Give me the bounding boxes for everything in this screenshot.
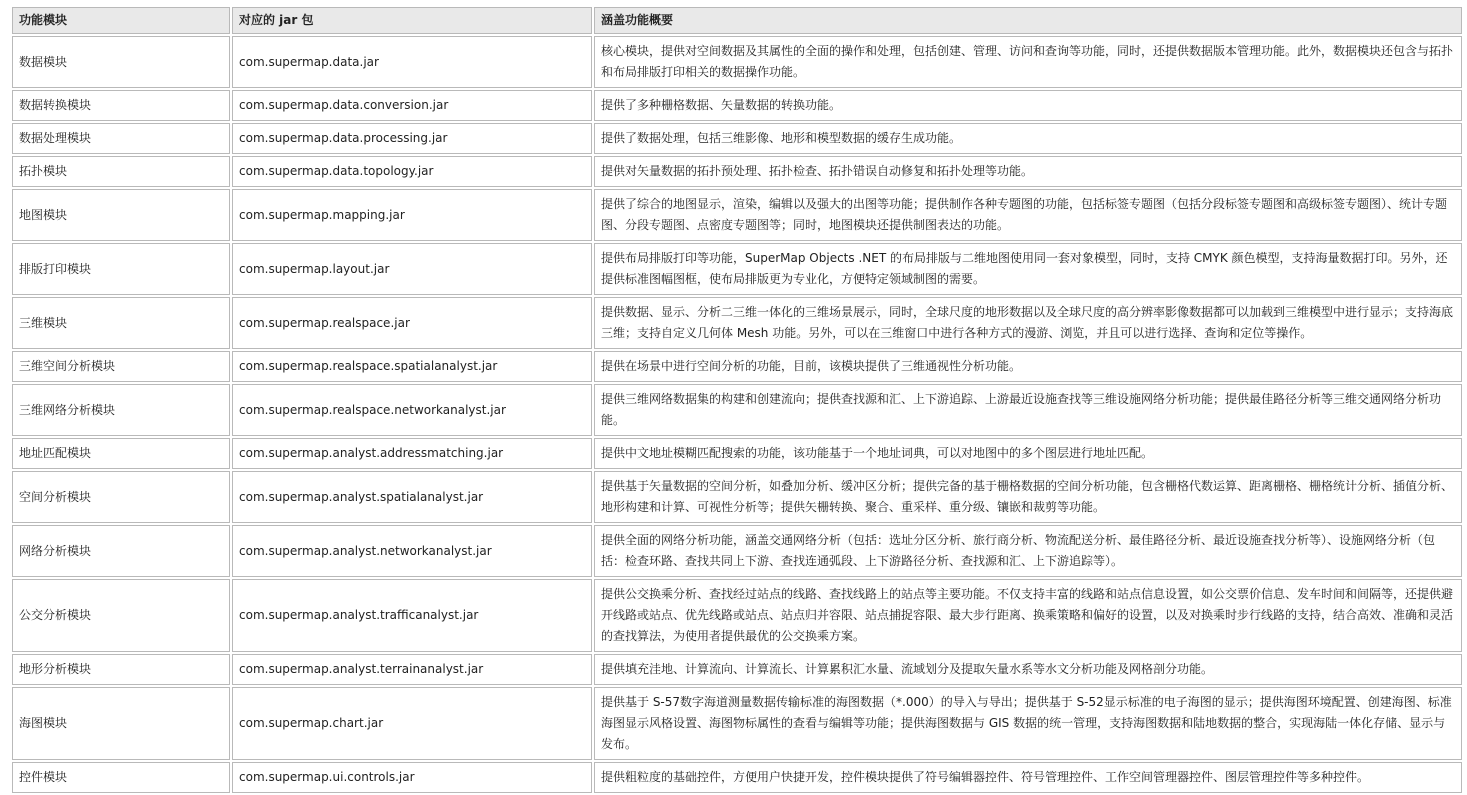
description-cell: 提供基于 S-57数字海道测量数据传输标准的海图数据（*.000）的导入与导出；提供基于 S-52显示标准的电子海图的显示；提供海图环境配置、创建海图、标准海图显示风格设置、海图物标属性的查看与编辑等功能；提供海图数据与 GIS 数据的统一管理，支持海图数据和陆地数据的整合，实现海陆一体化存储、显示与发布。	[594, 687, 1462, 760]
description-cell: 提供基于矢量数据的空间分析，如叠加分析、缓冲区分析；提供完备的基于栅格数据的空间分析功能，包含栅格代数运算、距离栅格、栅格统计分析、插值分析、地形构建和计算、可视性分析等；提供矢栅转换、聚合、重采样、重分级、镶嵌和裁剪等功能。	[594, 471, 1462, 523]
module-name-cell: 三维空间分析模块	[12, 351, 230, 382]
module-name-cell: 拓扑模块	[12, 156, 230, 187]
module-name-cell: 三维模块	[12, 297, 230, 349]
description-cell: 提供布局排版打印等功能，SuperMap Objects .NET 的布局排版与二维地图使用同一套对象模型，同时，支持 CMYK 颜色模型，支持海量数据打印。另外，还提供标准图幅图框，使布局排版更为专业化，方便特定领域制图的需要。	[594, 243, 1462, 295]
table-row	[12, 471, 1462, 523]
jar-package-cell: com.supermap.analyst.spatialanalyst.jar	[232, 471, 592, 523]
table-row	[12, 525, 1462, 577]
table-row	[12, 90, 1462, 121]
table-row	[12, 654, 1462, 685]
description-cell: 提供数据、显示、分析二三维一体化的三维场景展示，同时，全球尺度的地形数据以及全球尺度的高分辨率影像数据都可以加载到三维模型中进行显示；支持海底三维；支持自定义几何体 Mesh 功能。另外，可以在三维窗口中进行各种方式的漫游、浏览，并且可以进行选择、查询和定位等操作。	[594, 297, 1462, 349]
module-table-container	[10, 5, 1464, 795]
table-row	[12, 123, 1462, 154]
description-cell: 提供在场景中进行空间分析的功能，目前，该模块提供了三维通视性分析功能。	[594, 351, 1462, 382]
description-cell: 提供了多种栅格数据、矢量数据的转换功能。	[594, 90, 1462, 121]
module-name-cell: 空间分析模块	[12, 471, 230, 523]
jar-package-cell: com.supermap.ui.controls.jar	[232, 762, 592, 793]
description-cell: 核心模块，提供对空间数据及其属性的全面的操作和处理，包括创建、管理、访问和查询等功能，同时，还提供数据版本管理功能。此外，数据模块还包含与拓扑和布局排版打印相关的数据操作功能。	[594, 36, 1462, 88]
table-row	[12, 189, 1462, 241]
module-name-cell: 地形分析模块	[12, 654, 230, 685]
jar-package-cell: com.supermap.chart.jar	[232, 687, 592, 760]
description-cell: 提供填充洼地、计算流向、计算流长、计算累积汇水量、流域划分及提取矢量水系等水文分析功能及网格剖分功能。	[594, 654, 1462, 685]
jar-package-cell: com.supermap.layout.jar	[232, 243, 592, 295]
table-row	[12, 243, 1462, 295]
description-cell: 提供中文地址模糊匹配搜索的功能，该功能基于一个地址词典，可以对地图中的多个图层进行地址匹配。	[594, 438, 1462, 469]
module-name-cell: 控件模块	[12, 762, 230, 793]
module-name-cell: 数据转换模块	[12, 90, 230, 121]
table-row	[12, 156, 1462, 187]
jar-package-cell: com.supermap.realspace.spatialanalyst.jar	[232, 351, 592, 382]
module-name-cell: 数据模块	[12, 36, 230, 88]
jar-package-cell: com.supermap.mapping.jar	[232, 189, 592, 241]
header-module: 功能模块	[12, 7, 230, 34]
module-name-cell: 地图模块	[12, 189, 230, 241]
description-cell: 提供了数据处理，包括三维影像、地形和模型数据的缓存生成功能。	[594, 123, 1462, 154]
table-row	[12, 762, 1462, 793]
module-name-cell: 三维网络分析模块	[12, 384, 230, 436]
module-name-cell: 公交分析模块	[12, 579, 230, 652]
module-name-cell: 排版打印模块	[12, 243, 230, 295]
table-header-row	[12, 7, 1462, 34]
jar-package-cell: com.supermap.data.conversion.jar	[232, 90, 592, 121]
jar-package-cell: com.supermap.analyst.addressmatching.jar	[232, 438, 592, 469]
jar-package-cell: com.supermap.data.jar	[232, 36, 592, 88]
jar-package-cell: com.supermap.analyst.networkanalyst.jar	[232, 525, 592, 577]
module-name-cell: 数据处理模块	[12, 123, 230, 154]
module-name-cell: 网络分析模块	[12, 525, 230, 577]
table-row	[12, 384, 1462, 436]
jar-package-cell: com.supermap.analyst.terrainanalyst.jar	[232, 654, 592, 685]
table-row	[12, 687, 1462, 760]
header-description: 涵盖功能概要	[594, 7, 1462, 34]
table-row	[12, 297, 1462, 349]
description-cell: 提供全面的网络分析功能，涵盖交通网络分析（包括：选址分区分析、旅行商分析、物流配送分析、最佳路径分析、最近设施查找分析等）、设施网络分析（包括：检查环路、查找共同上下游、查找连通弧段、上下游路径分析、查找源和汇、上下游追踪等）。	[594, 525, 1462, 577]
module-table	[10, 5, 1464, 795]
module-name-cell: 海图模块	[12, 687, 230, 760]
jar-package-cell: com.supermap.analyst.trafficanalyst.jar	[232, 579, 592, 652]
description-cell: 提供了综合的地图显示，渲染，编辑以及强大的出图等功能；提供制作各种专题图的功能，包括标签专题图（包括分段标签专题图和高级标签专题图）、统计专题图、分段专题图、点密度专题图等；同时，地图模块还提供制图表达的功能。	[594, 189, 1462, 241]
description-cell: 提供对矢量数据的拓扑预处理、拓扑检查、拓扑错误自动修复和拓扑处理等功能。	[594, 156, 1462, 187]
description-cell: 提供粗粒度的基础控件，方便用户快捷开发，控件模块提供了符号编辑器控件、符号管理控件、工作空间管理器控件、图层管理控件等多种控件。	[594, 762, 1462, 793]
jar-package-cell: com.supermap.realspace.jar	[232, 297, 592, 349]
jar-package-cell: com.supermap.data.topology.jar	[232, 156, 592, 187]
description-cell: 提供公交换乘分析、查找经过站点的线路、查找线路上的站点等主要功能。不仅支持丰富的线路和站点信息设置，如公交票价信息、发车时间和间隔等，还提供避开线路或站点、优先线路或站点、站点归并容限、站点捕捉容限、最大步行距离、换乘策略和偏好的设置，以及对换乘时步行线路的支持，结合高效、准确和灵活的查找算法，为使用者提供最优的公交换乘方案。	[594, 579, 1462, 652]
table-row	[12, 351, 1462, 382]
table-row	[12, 579, 1462, 652]
module-name-cell: 地址匹配模块	[12, 438, 230, 469]
table-row	[12, 36, 1462, 88]
table-row	[12, 438, 1462, 469]
table-body	[12, 36, 1462, 793]
header-jar: 对应的 jar 包	[232, 7, 592, 34]
jar-package-cell: com.supermap.data.processing.jar	[232, 123, 592, 154]
jar-package-cell: com.supermap.realspace.networkanalyst.jar	[232, 384, 592, 436]
description-cell: 提供三维网络数据集的构建和创建流向；提供查找源和汇、上下游追踪、上游最近设施查找等三维设施网络分析功能；提供最佳路径分析等三维交通网络分析功能。	[594, 384, 1462, 436]
